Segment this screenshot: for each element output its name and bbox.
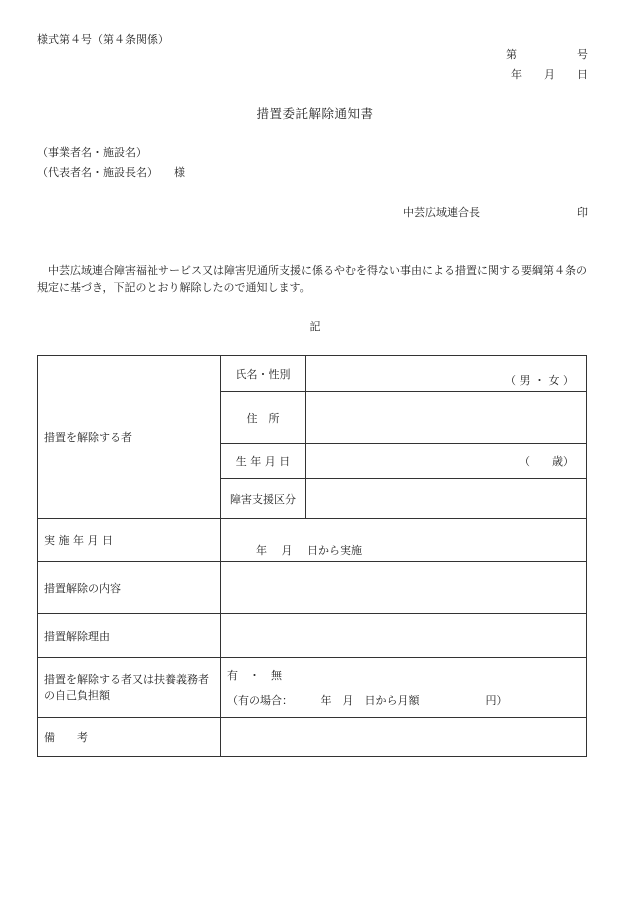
- row-burden: [38, 658, 587, 718]
- number-label-dai: 第: [506, 48, 517, 61]
- date-year-label: 年: [511, 68, 522, 81]
- reason-label: 措置解除理由: [38, 614, 221, 658]
- burden-value: [221, 658, 587, 718]
- support-label: 障害支援区分: [221, 479, 306, 519]
- birth-label: 生 年 月 日: [221, 444, 306, 479]
- row-reason: [38, 614, 587, 658]
- number-label-go: 号: [577, 48, 588, 61]
- reason-value: [221, 614, 587, 658]
- form-number: 様式第４号（第４条関係）: [37, 33, 169, 46]
- row-content: [38, 562, 587, 614]
- age-note: （ 歳）: [306, 444, 587, 479]
- remarks-value: [221, 718, 587, 757]
- recipient-line-1: （事業者名・施設名）: [37, 146, 147, 159]
- date-month-label: 月: [544, 68, 555, 81]
- content-label: 措置解除の内容: [38, 562, 221, 614]
- recipient-honorific: 様: [174, 166, 185, 179]
- content-value: [221, 562, 587, 614]
- details-table: [37, 355, 587, 757]
- row-remarks: [38, 718, 587, 757]
- row-name-gender: [38, 356, 587, 392]
- address-label: 住 所: [221, 392, 306, 444]
- row-impl-date: [38, 519, 587, 562]
- burden-label: 措置を解除する者又は扶養義務者の自己負担額: [38, 658, 221, 718]
- burden-amount-line: （有の場合： 年 月 日から月額 円）: [227, 694, 508, 707]
- impl-date-value: 年 月 日から実施: [221, 519, 587, 562]
- document-title: 措置委託解除通知書: [256, 106, 374, 121]
- recipient-representative: （代表者名・施設長名）: [37, 166, 158, 179]
- address-value: [306, 392, 587, 444]
- name-gender-label: 氏名・性別: [221, 356, 306, 392]
- body-paragraph: 中芸広域連合障害福祉サービス又は障害児通所支援に係るやむを得ない事由による措置に関する要綱第４条の規定に基づき，下記のとおり解除したので通知します。: [37, 264, 587, 294]
- person-label: 措置を解除する者: [38, 356, 221, 519]
- recipient-line-2: [37, 167, 185, 178]
- support-value: [306, 479, 587, 519]
- seal-mark: 印: [577, 206, 588, 219]
- gender-options: （ 男 ・ 女 ）: [306, 356, 587, 392]
- burden-yes-no: 有 ・ 無: [227, 669, 282, 682]
- ki-heading: 記: [309, 320, 321, 333]
- remarks-label: 備 考: [38, 718, 221, 757]
- document-number-line: [506, 49, 588, 60]
- date-day-label: 日: [577, 68, 588, 81]
- sender-name: 中芸広域連合長: [403, 206, 480, 219]
- impl-date-label: 実 施 年 月 日: [38, 519, 221, 562]
- date-line: [511, 69, 588, 80]
